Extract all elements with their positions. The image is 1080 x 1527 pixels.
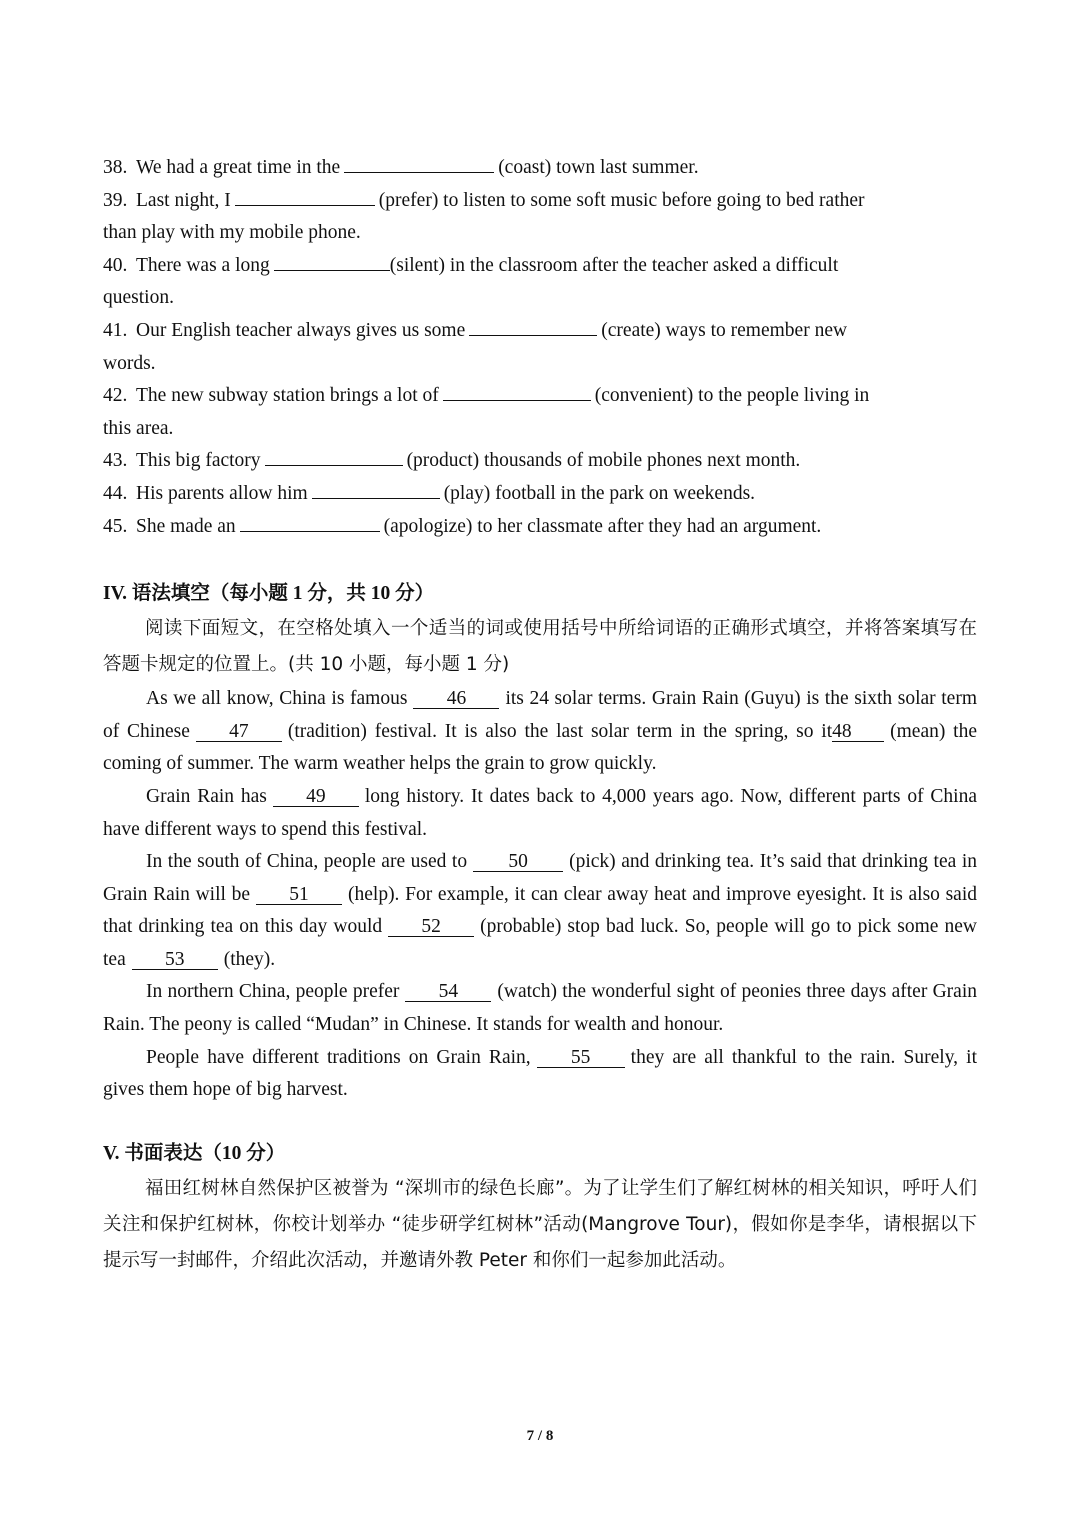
passage-paragraph-5: People have different traditions on Grain Rain, 55 they are all thankful to the rain. Surely, it gives them hope of big harvest.: [103, 1046, 978, 1101]
page-number: 7 / 8: [526, 1428, 554, 1444]
blank-48[interactable]: 48: [832, 723, 884, 742]
answer-blank[interactable]: [240, 513, 380, 532]
section-4-instruction: 阅读下面短文，在空格处填入一个适当的词或使用括号中所给词语的正确形式填空，并将答案填写在答题卡规定的位置上。(共 10 小题，每小题 1 分): [103, 618, 977, 676]
blank-53[interactable]: 53: [132, 951, 218, 970]
passage-paragraph-1: As we all know, China is famous 46 its 24 solar terms. Grain Rain (Guyu) is the sixth solar term of Chinese 47 (tradition) festival. It is also the last solar term in the spring, so it48 (mean) the coming of summer. The warm weather helps the grain to grow quickly.: [103, 688, 977, 775]
question-39: 39. Last night, I (prefer) to listen to some soft music before going to bed rather: [103, 185, 977, 218]
answer-blank[interactable]: [469, 317, 597, 336]
blank-52[interactable]: 52: [388, 918, 474, 937]
question-40: 40. There was a long (silent) in the classroom after the teacher asked a difficult: [103, 250, 977, 283]
question-43: 43. This big factory (product) thousands of mobile phones next month.: [103, 445, 977, 478]
question-42-continued: this area.: [103, 417, 174, 439]
blank-55[interactable]: 55: [537, 1049, 625, 1068]
question-list: [103, 152, 977, 543]
question-38: 38. We had a great time in the (coast) town last summer.: [103, 152, 977, 185]
answer-blank[interactable]: [344, 154, 494, 173]
passage-paragraph-3: In the south of China, people are used to 50 (pick) and drinking tea. It’s said that drinking tea in Grain Rain will be 51 (help). For example, it can clear away heat and improve eyesight. It is also said that drinking tea on this day would 52 (probable) stop bad luck. So, people will go to pick some new tea 53 (they).: [103, 851, 977, 970]
blank-49[interactable]: 49: [273, 788, 359, 807]
section-5-title: V. 书面表达（10 分）: [103, 1142, 286, 1164]
blank-54[interactable]: 54: [405, 983, 491, 1002]
answer-blank[interactable]: [274, 252, 390, 271]
question-44: 44. His parents allow him (play) football in the park on weekends.: [103, 478, 977, 511]
question-40-continued: question.: [103, 287, 174, 309]
blank-46[interactable]: 46: [413, 690, 499, 709]
blank-50[interactable]: 50: [473, 853, 563, 872]
question-39-continued: than play with my mobile phone.: [103, 222, 361, 244]
question-41: 41. Our English teacher always gives us some (create) ways to remember new: [103, 315, 977, 348]
answer-blank[interactable]: [235, 187, 375, 206]
exam-page: [103, 152, 977, 1279]
answer-blank[interactable]: [312, 480, 440, 499]
passage-paragraph-4: In northern China, people prefer 54 (watch) the wonderful sight of peonies three days after Grain Rain. The peony is called “Mudan” in Chinese. It stands for wealth and honour.: [103, 981, 978, 1036]
question-42: 42. The new subway station brings a lot of (convenient) to the people living in: [103, 380, 977, 413]
answer-blank[interactable]: [443, 382, 591, 401]
section-5-prompt: 福田红树林自然保护区被誉为 “深圳市的绿色长廊”。为了让学生们了解红树林的相关知识，呼吁人们关注和保护红树林，你校计划举办 “徒步研学红树林”活动(Mangrove Tour)，假如你是李华，请根据以下提示写一封邮件，介绍此次活动，并邀请外教 Peter 和你们一起参加此活动。: [103, 1177, 977, 1271]
blank-47[interactable]: 47: [196, 723, 282, 742]
blank-51[interactable]: 51: [256, 886, 342, 905]
section-4-title: IV. 语法填空（每小题 1 分，共 10 分）: [103, 583, 435, 605]
passage-paragraph-2: Grain Rain has 49 long history. It dates back to 4,000 years ago. Now, different parts of China have different ways to spend this festival.: [103, 785, 977, 840]
answer-blank[interactable]: [265, 447, 403, 466]
question-41-continued: words.: [103, 352, 156, 374]
question-45: 45. She made an (apologize) to her classmate after they had an argument.: [103, 511, 977, 544]
